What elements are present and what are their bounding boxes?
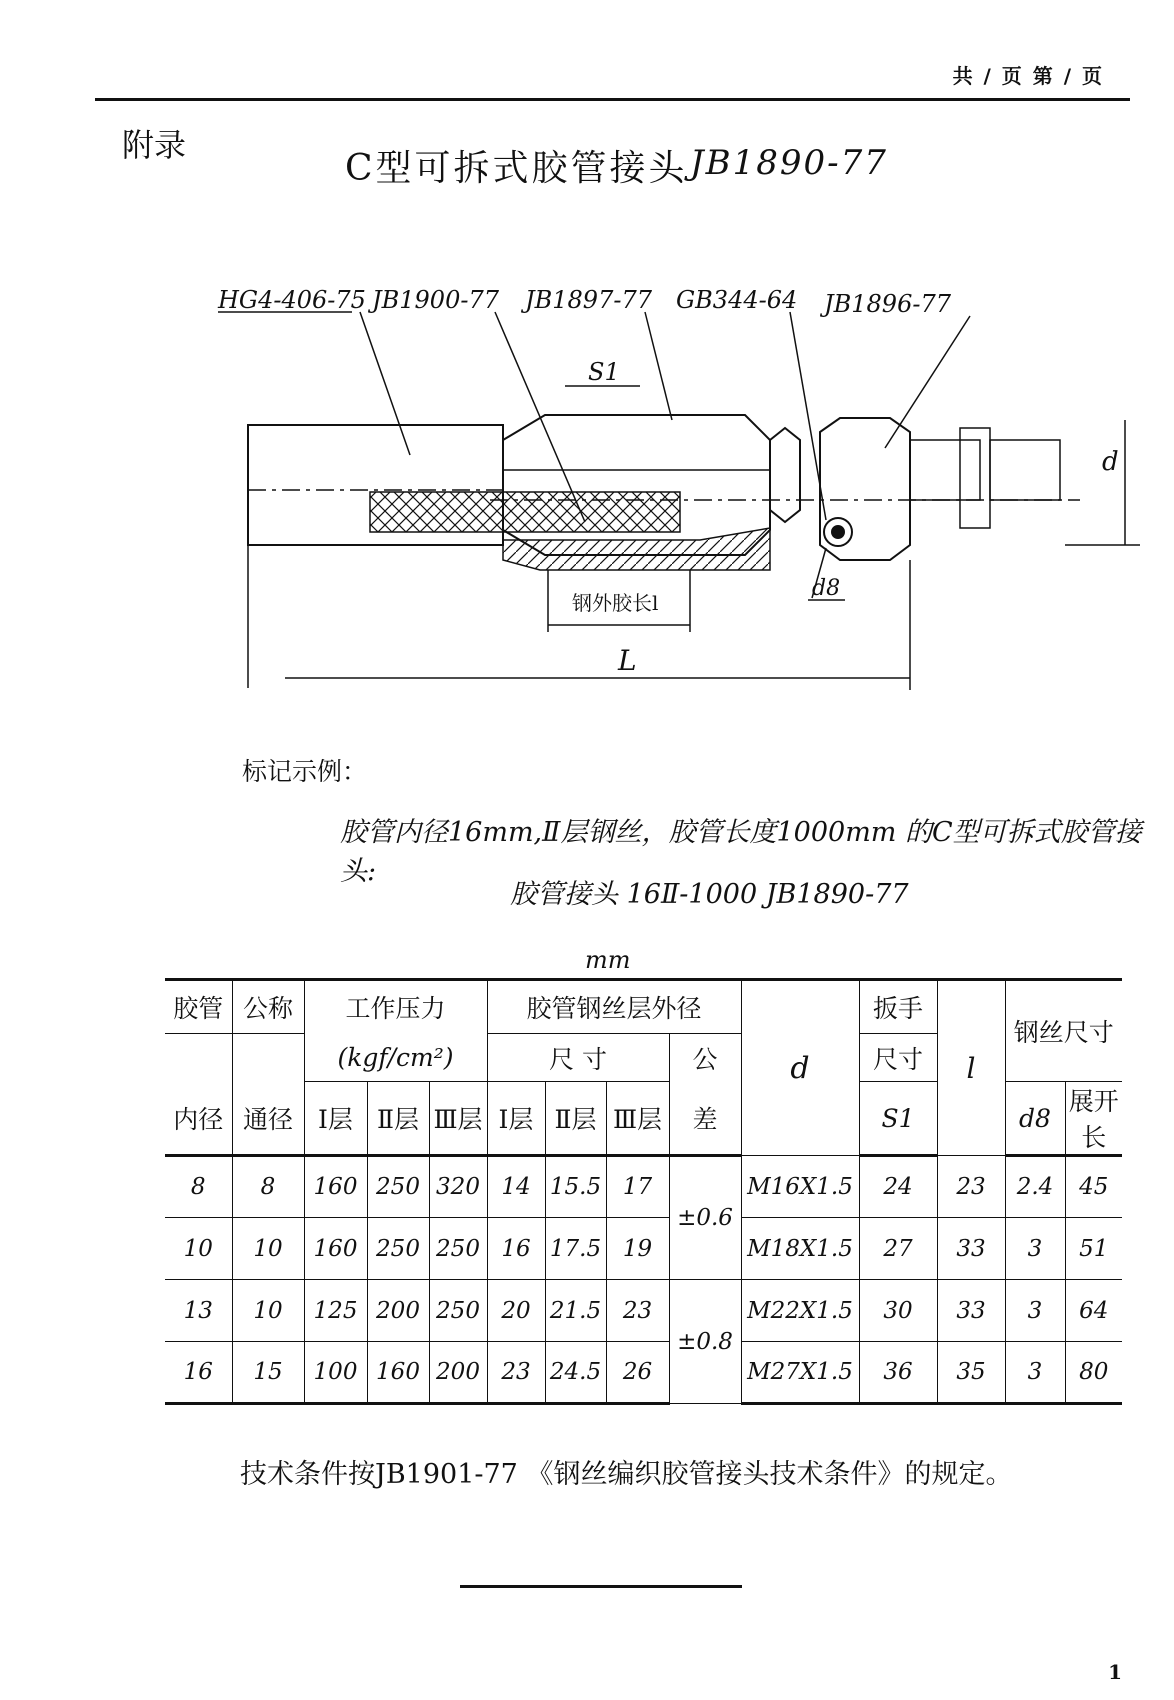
- header-tolerance-a: 公: [669, 1034, 741, 1082]
- header-l: l: [937, 980, 1005, 1156]
- header-wire-size: 钢丝尺寸: [1005, 980, 1122, 1082]
- page-number: 1: [1108, 1660, 1122, 1684]
- callout-hg4: HG4-406-75: [218, 286, 366, 314]
- table-row: 13 10 125 200 250 20 21.5 23 ±0.8 M22X1.5 30 33 3 64: [165, 1280, 1122, 1342]
- header-work-pressure: 工作压力: [304, 980, 487, 1034]
- header-wire-od: 胶管钢丝层外径: [487, 980, 741, 1034]
- callout-jb1896: JB1896-77: [824, 290, 951, 318]
- header-size-layer2: Ⅱ层: [545, 1082, 606, 1156]
- spec-table: [165, 978, 1122, 1405]
- callout-gb344: GB344-64: [676, 286, 798, 314]
- callout-jb1900: JB1900-77: [372, 286, 499, 314]
- header-pressure-layer2: Ⅱ层: [367, 1082, 429, 1156]
- table-row: 16 15 100 160 200 23 24.5 26 M27X1.5 36 35 3 80: [165, 1342, 1122, 1404]
- page-title: C型可拆式胶管接头: [345, 148, 688, 189]
- dim-s1-label: S1: [588, 358, 620, 386]
- header-size-layer3: Ⅲ层: [606, 1082, 669, 1156]
- header-size: 尺 寸: [487, 1034, 669, 1082]
- table-row: 10 10 160 250 250 16 17.5 19 M18X1.5 27 33 3 51: [165, 1218, 1122, 1280]
- dim-d-label: d: [1102, 447, 1119, 477]
- header-rule: [95, 98, 1130, 101]
- dim-d8-label: d8: [812, 576, 841, 601]
- dim-L-label: L: [618, 644, 637, 677]
- header-pressure-unit: (kgf/cm²): [304, 1034, 487, 1082]
- tolerance-cell: ±0.8: [669, 1280, 741, 1404]
- tolerance-cell: ±0.6: [669, 1156, 741, 1280]
- table-row: 8 8 160 250 320 14 15.5 17 ±0.6 M16X1.5 24 23 2.4 45: [165, 1156, 1122, 1218]
- header-d: d: [741, 980, 859, 1156]
- header-s1: S1: [859, 1082, 937, 1156]
- header-unfold-length: 展开长: [1065, 1082, 1122, 1156]
- example-marking: 胶管接头 16Ⅱ-1000 JB1890-77: [510, 879, 909, 910]
- header-wrench-b: 尺寸: [859, 1034, 937, 1082]
- appendix-label: 附录: [122, 126, 187, 164]
- callout-jb1897: JB1897-77: [525, 286, 652, 314]
- example-description: 胶管内径16mm,Ⅱ层钢丝，胶管长度1000mm 的C型可拆式胶管接头:: [340, 817, 1142, 887]
- header-pressure-layer1: Ⅰ层: [304, 1082, 367, 1156]
- header-pressure-layer3: Ⅲ层: [429, 1082, 487, 1156]
- example-title: 标记示例：: [242, 757, 368, 786]
- technical-conditions-note: 技术条件按JB1901-77 《钢丝编织胶管接头技术条件》的规定。: [240, 1459, 1013, 1490]
- header-hose: 胶管: [165, 980, 232, 1034]
- unit-label: mm: [585, 946, 631, 974]
- fitting-drawing: [0, 260, 1174, 700]
- bottom-rule: [460, 1585, 742, 1588]
- header-inner-dia: 内径: [165, 1082, 232, 1156]
- header-tolerance-b: 差: [669, 1082, 741, 1156]
- header-wrench-a: 扳手: [859, 980, 937, 1034]
- header-d8: d8: [1005, 1082, 1065, 1156]
- title-standard-code: JB1890-77: [690, 143, 888, 183]
- header-bore: 通径: [232, 1082, 304, 1156]
- header-size-layer1: Ⅰ层: [487, 1082, 545, 1156]
- dim-l-small-label: 钢外胶长l: [572, 591, 659, 615]
- header-nominal: 公称: [232, 980, 304, 1034]
- page-count-header: 共 / 页 第 / 页: [952, 64, 1104, 88]
